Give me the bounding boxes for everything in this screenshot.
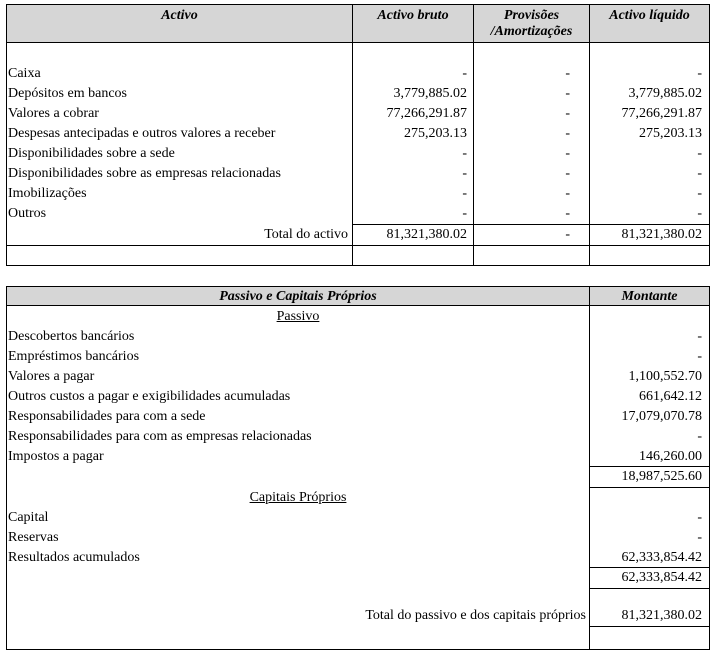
assets-header-liquido: Activo líquido [609,8,690,23]
passivo-subtotal-value: 18,987,525.60 [621,469,702,484]
asset-label: Imobilizações [8,186,87,201]
liability-label: Empréstimos bancários [8,349,140,364]
asset-bruto: 275,203.13 [404,126,467,141]
equity-value: - [697,510,702,525]
asset-prov: - [565,166,570,181]
asset-liquido: - [697,66,702,81]
liability-label: Outros custos a pagar e exigibilidades acumuladas [8,389,291,404]
asset-prov: - [565,146,570,161]
assets-header-amortizacoes: /Amortizações [490,24,573,39]
liabilities-total-label: Total do passivo e dos capitais próprios [365,608,586,623]
equity-label: Capital [8,510,49,525]
asset-label: Valores a cobrar [8,106,99,121]
asset-label: Disponibilidades sobre as empresas relacionadas [8,166,281,181]
asset-label: Caixa [8,66,41,81]
asset-label: Outros [8,206,47,221]
asset-prov: - [565,106,570,121]
liability-value: - [697,329,702,344]
asset-total-bruto: 81,321,380.02 [386,227,467,242]
liabilities-total-rule [589,626,710,627]
asset-bruto: 77,266,291.87 [386,106,467,121]
liability-label: Descobertos bancários [8,329,135,344]
assets-header-activo: Activo [161,8,198,23]
liabilities-header-montante: Montante [621,289,678,304]
asset-bruto: - [462,166,467,181]
liability-label: Valores a pagar [8,369,95,384]
capitais-subtotal-value: 62,333,854.42 [621,570,702,585]
capitais-section-title: Capitais Próprios [249,490,347,505]
asset-liquido: 3,779,885.02 [628,86,702,101]
assets-header-provisoes: Provisões [503,8,560,23]
asset-prov: - [565,66,570,81]
asset-prov: - [565,206,570,221]
liability-value: - [697,349,702,364]
equity-value: 62,333,854.42 [621,550,702,565]
passivo-subtotal-bottom-rule [589,487,710,488]
liabilities-total-value: 81,321,380.02 [621,608,702,623]
asset-bruto: - [462,186,467,201]
asset-liquido: 77,266,291.87 [621,106,702,121]
asset-liquido: 275,203.13 [639,126,702,141]
asset-prov: - [565,186,570,201]
asset-bruto: - [462,146,467,161]
asset-label: Disponibilidades sobre a sede [8,146,175,161]
asset-liquido: - [697,146,702,161]
assets-total-bottom-rule [7,245,709,246]
asset-liquido: - [697,166,702,181]
asset-liquido: - [697,206,702,221]
passivo-section-title: Passivo [276,309,320,324]
liability-label: Impostos a pagar [8,449,104,464]
equity-label: Reservas [8,530,59,545]
asset-bruto: 3,779,885.02 [393,86,467,101]
liability-value: 661,642.12 [639,389,702,404]
asset-total-prov: - [565,227,570,242]
asset-bruto: - [462,206,467,221]
liability-value: - [697,429,702,444]
asset-prov: - [565,86,570,101]
asset-label: Depósitos em bancos [8,86,127,101]
capitais-subtotal-bottom-rule [589,588,710,589]
asset-label: Despesas antecipadas e outros valores a receber [8,126,276,141]
asset-liquido: - [697,186,702,201]
asset-total-label: Total do activo [264,227,348,242]
liability-value: 146,260.00 [639,449,702,464]
liabilities-header-title: Passivo e Capitais Próprios [219,289,377,304]
liability-label: Responsabilidades para com as empresas relacionadas [8,429,312,444]
asset-bruto: - [462,66,467,81]
equity-value: - [697,530,702,545]
liability-value: 17,079,070.78 [621,409,702,424]
assets-header-bruto: Activo bruto [377,8,449,23]
asset-prov: - [565,126,570,141]
liability-label: Responsabilidades para com a sede [8,409,206,424]
asset-total-liquido: 81,321,380.02 [621,227,702,242]
equity-label: Resultados acumulados [8,550,140,565]
liability-value: 1,100,552.70 [628,369,702,384]
